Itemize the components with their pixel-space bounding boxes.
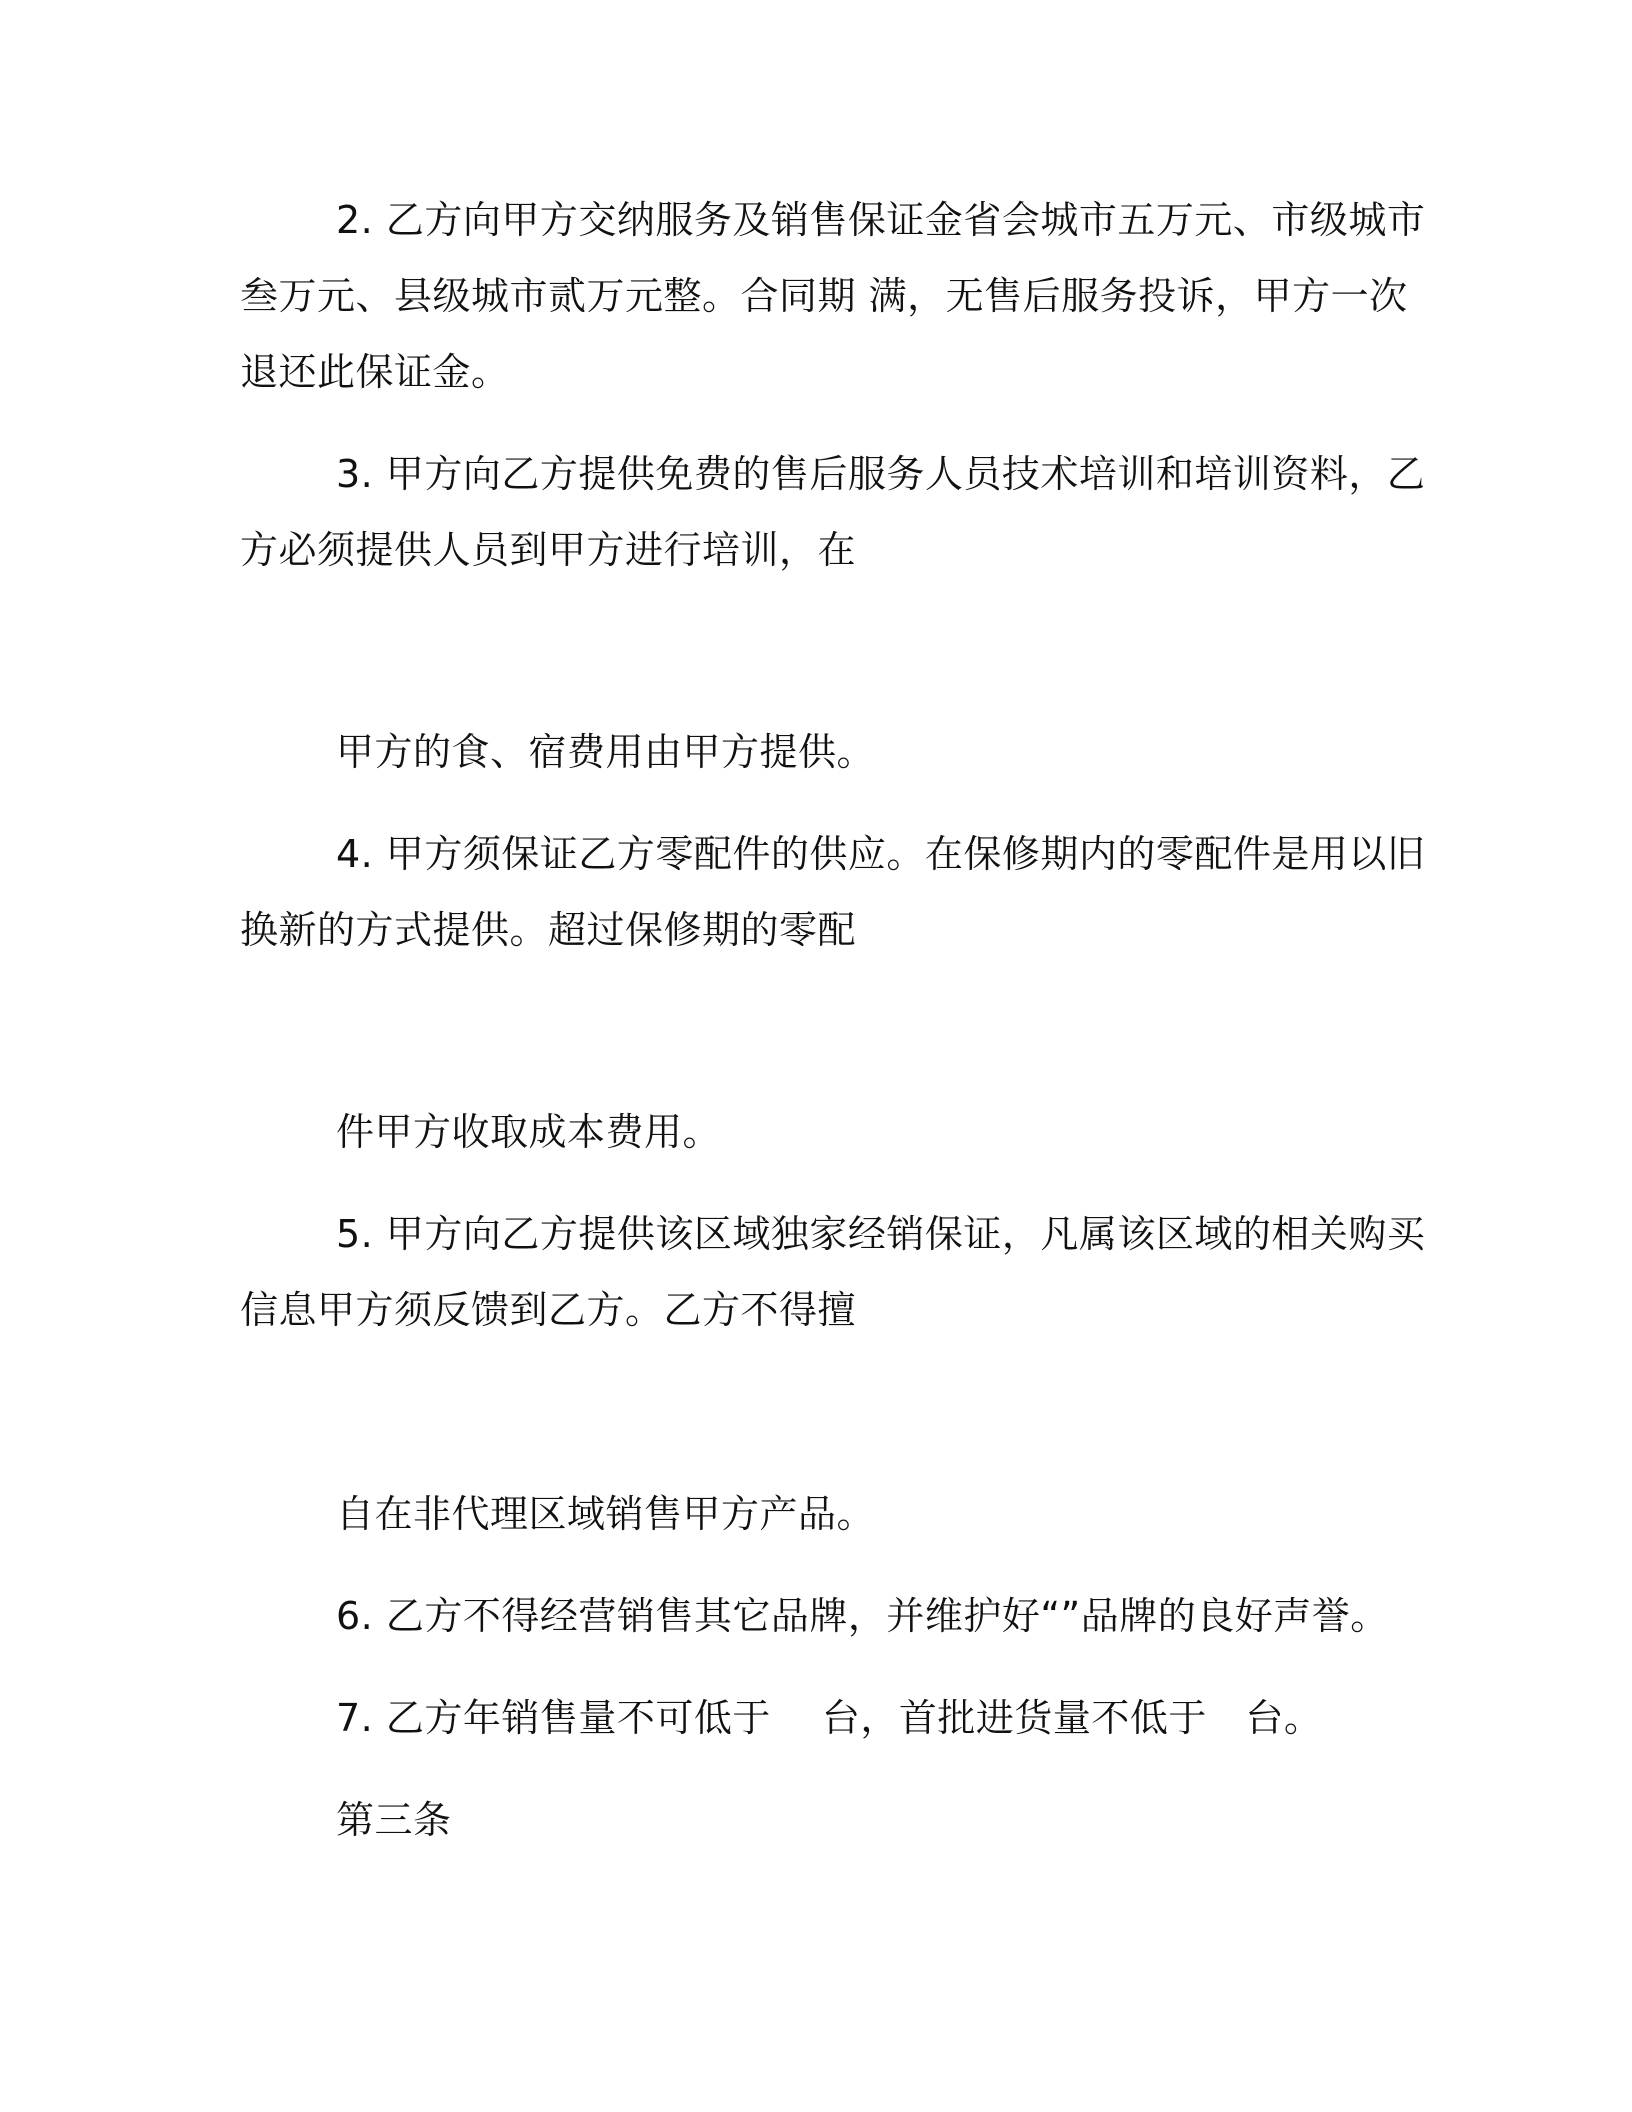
paragraph-4-line-1: 4. 甲方须保证乙方零配件的供应。在保修期内的零配件是用以旧 (336, 832, 1426, 876)
paragraph-4-continued: 件甲方收取成本费用。 (336, 1110, 722, 1154)
paragraph-3-line-1: 3. 甲方向乙方提供免费的售后服务人员技术培训和培训资料，乙 (336, 452, 1426, 496)
paragraph-5-continued: 自在非代理区域销售甲方产品。 (336, 1492, 876, 1536)
paragraph-6: 6. 乙方不得经营销售其它品牌，并维护好“”品牌的良好声誉。 (336, 1594, 1389, 1638)
paragraph-2-line-1: 2. 乙方向甲方交纳服务及销售保证金省会城市五万元、市级城市 (336, 198, 1426, 242)
section-heading-article-3: 第三条 (336, 1798, 452, 1842)
paragraph-3-continued: 甲方的食、宿费用由甲方提供。 (336, 730, 876, 774)
paragraph-5-line-1: 5. 甲方向乙方提供该区域独家经销保证，凡属该区域的相关购买 (336, 1212, 1426, 1256)
paragraph-2-line-2: 叁万元、县级城市贰万元整。合同期 满，无售后服务投诉，甲方一次 (240, 274, 1408, 318)
paragraph-5-line-2: 信息甲方须反馈到乙方。乙方不得擅 (240, 1288, 857, 1332)
paragraph-7: 7. 乙方年销售量不可低于 台，首批进货量不低于 台。 (336, 1696, 1323, 1740)
paragraph-2-line-3: 退还此保证金。 (240, 350, 510, 394)
paragraph-3-line-2: 方必须提供人员到甲方进行培训，在 (240, 528, 857, 572)
paragraph-4-line-2: 换新的方式提供。超过保修期的零配 (240, 908, 857, 952)
